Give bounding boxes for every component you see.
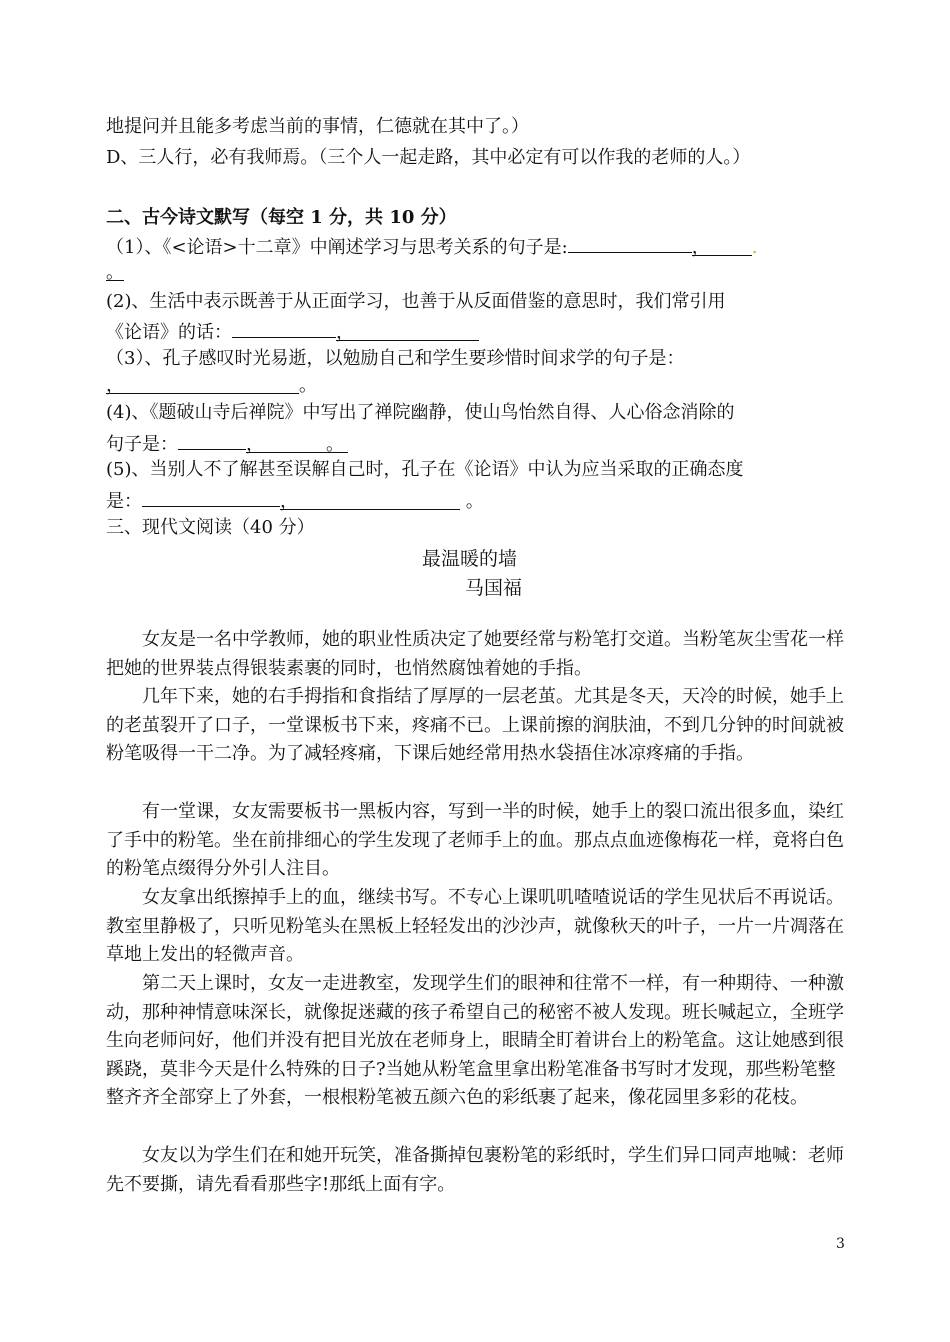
- article-paragraph-4: 女友拿出纸擦掉手上的血，继续书写。不专心上课叽叽喳喳说话的学生见状后不再说话。教室里静极了，只听见粉笔头在黑板上轻轻发出的沙沙声，就像秋天的叶子，一片一片凋落在草地上发出的轻微声音。: [106, 887, 844, 965]
- question-2-line-1: (2)、生活中表示既善于从正面学习，也善于从反面借鉴的意思时，我们常引用: [106, 291, 726, 312]
- article-paragraph-1: 女友是一名中学教师，她的职业性质决定了她要经常与粉笔打交道。当粉笔灰尘雪花一样把她的世界装点得银装素裹的同时，也悄然腐蚀着她的手指。: [106, 629, 844, 679]
- question-5-line-1: (5)、当别人不了解甚至误解自己时，孔子在《论语》中认为应当采取的正确态度: [106, 459, 744, 480]
- question-3-line-1: （3）、孔子感叹时光易逝，以勉励自己和学生要珍惜时间求学的句子是：: [106, 348, 685, 369]
- question-4-line-1: (4)、《题破山寺后禅院》中写出了禅院幽静，使山鸟怡然自得、人心俗念消除的: [106, 402, 735, 423]
- q5-end: 。: [465, 491, 484, 512]
- section3-heading: 三、现代文阅读（40 分）: [106, 517, 315, 538]
- q4-blank-end[interactable]: 。: [326, 432, 348, 453]
- q3-blank[interactable]: ，: [106, 373, 299, 394]
- q2-text: 《论语》的话：: [106, 322, 232, 343]
- q1-mark: .: [751, 237, 758, 258]
- question-2-line-2: [106, 317, 479, 346]
- page-number: 3: [836, 1236, 845, 1252]
- article-author: 马国福: [465, 577, 523, 599]
- q1-blank-end[interactable]: 。: [106, 262, 124, 283]
- q2-blank-1[interactable]: [232, 317, 336, 338]
- question-4-line-2: [106, 429, 348, 458]
- prev-answer-continuation: 地提问并且能多考虑当前的事情，仁德就在其中了。）: [106, 116, 529, 137]
- q5-blank-1[interactable]: [142, 486, 280, 507]
- article-paragraph-3: 有一堂课，女友需要板书一黑板内容，写到一半的时候，她手上的裂口流出很多血，染红了手中的粉笔。坐在前排细心的学生发现了老师手上的血。那点点血迹像梅花一样，竟将白色的粉笔点缀得分外引人注目。: [106, 801, 844, 879]
- q3-end: 。: [299, 375, 317, 396]
- q1-blank-1[interactable]: [568, 232, 692, 253]
- question-1-end: [106, 260, 124, 286]
- question-1: [106, 232, 757, 261]
- q4-blank-2[interactable]: ，: [246, 432, 326, 453]
- q2-blank-2[interactable]: ，: [336, 320, 479, 341]
- article-paragraph-5: 第二天上课时，女友一走进教室，发现学生们的眼神和往常不一样，有一种期待、一种激动，那种神情意味深长，就像捉迷藏的孩子希望自己的秘密不被人发现。班长喊起立，全班学生向老师问好，他们并没有把目光放在老师身上，眼睛全盯着讲台上的粉笔盒。这让她感到很蹊跷，莫非今天是什么特殊的日子?当她从粉笔盒里拿出粉笔准备书写时才发现，那些粉笔整整齐齐全部穿上了外套，一根根粉笔被五颜六色的彩纸裹了起来，像花园里多彩的花枝。: [106, 973, 844, 1108]
- q4-blank-1[interactable]: [178, 429, 246, 450]
- option-d-text: D、三人行，必有我师焉。（三个人一起走路，其中必定有可以作我的老师的人。）: [106, 147, 751, 168]
- question-3-line-2: [106, 373, 317, 399]
- section2-heading: 二、古今诗文默写（每空 1 分，共 10 分）: [106, 207, 457, 228]
- article-title: 最温暖的墙: [422, 548, 518, 570]
- question-5-line-2: [106, 486, 484, 515]
- q1-text: （1）、《<论语>十二章》中阐述学习与思考关系的句子是:: [106, 237, 568, 258]
- article-paragraph-6: 女友以为学生们在和她开玩笑，准备撕掉包裹粉笔的彩纸时，学生们异口同声地喊：老师先不要撕，请先看看那些字!那纸上面有字。: [106, 1145, 844, 1195]
- q5-blank-2[interactable]: ，: [280, 489, 460, 510]
- q1-comma: ，: [692, 235, 752, 256]
- q5-text: 是：: [106, 491, 142, 512]
- q4-text: 句子是：: [106, 434, 178, 455]
- article-paragraph-2: 几年下来，她的右手拇指和食指结了厚厚的一层老茧。尤其是冬天，天冷的时候，她手上的老茧裂开了口子，一堂课板书下来，疼痛不已。上课前擦的润肤油，不到几分钟的时间就被粉笔吸得一干二净。为了减轻疼痛，下课后她经常用热水袋捂住冰凉疼痛的手指。: [106, 686, 844, 764]
